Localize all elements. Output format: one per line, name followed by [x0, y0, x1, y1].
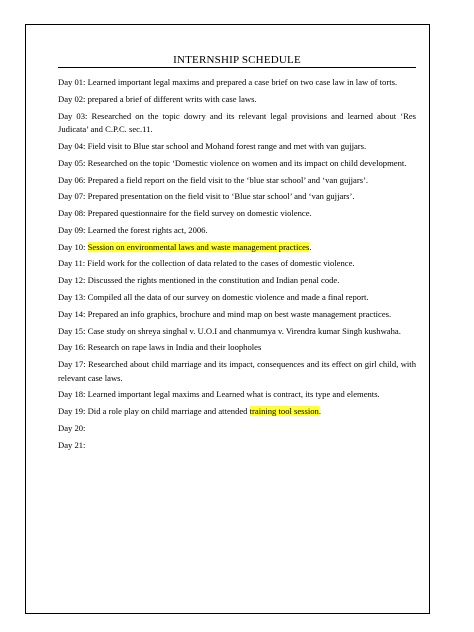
schedule-entry-day-01: Day 01: Learned important legal maxims and prepared a case brief on two case law in law of torts. — [58, 77, 398, 87]
schedule-entry-day-11: Day 11: Field work for the collection of data related to the cases of domestic violence. — [58, 258, 355, 269]
document-title: INTERNSHIP SCHEDULE — [173, 54, 301, 66]
title-underline — [58, 67, 416, 68]
schedule-entry-day-19: Day 19: Did a role play on child marriage and attended training tool session. — [58, 406, 322, 417]
schedule-entry-day-18: Day 18: Learned important legal maxims and Learned what is contract, its type and elements. — [58, 389, 380, 400]
schedule-entry-day-10: Day 10: Session on environmental laws and waste management practices. — [58, 241, 312, 252]
schedule-entry-day-14: Day 14: Prepared an info graphics, brochure and mind map on best waste management practices. — [58, 308, 392, 319]
schedule-entry-day-03: Day 03: Researched on the topic dowry and its relevant legal provisions and learned about ‘Res Judicata’ and C.P.C. sec.11. — [58, 110, 416, 135]
schedule-entry-day-17: Day 17: Researched about child marriage and its impact, consequences and its effect on girl child, with relevant case laws. — [58, 359, 416, 383]
schedule-entry-day-20: Day 20: — [58, 423, 86, 434]
schedule-entry-day-15: Day 15: Case study on shreya singhal v. U.O.I and chanmumya v. Virendra kumar Singh kushwaha. — [58, 325, 401, 336]
schedule-entry-day-12: Day 12: Discussed the rights mentioned in the constitution and Indian penal code. — [58, 275, 340, 286]
schedule-entry-day-02: Day 02: prepared a brief of different writs with case laws. — [58, 93, 257, 104]
schedule-entry-day-06: Day 06: Prepared a field report on the field visit to the ‘blue star school’ and ‘van gujjars’. — [58, 174, 369, 185]
schedule-entry-day-04: Day 04: Field visit to Blue star school and Mohand forest range and met with van gujjars. — [58, 140, 367, 151]
schedule-entry-day-07: Day 07: Prepared presentation on the field visit to ‘Blue star school’ and ‘van gujjars’. — [58, 191, 355, 202]
highlighted-text: Session on environmental laws and waste management practices — [87, 241, 310, 252]
schedule-entry-day-05: Day 05: Researched on the topic ‘Domestic violence on women and its impact on child development. — [58, 157, 407, 168]
schedule-entry-day-16: Day 16: Research on rape laws in India and their loopholes — [58, 342, 262, 353]
highlighted-text: training tool session — [249, 406, 319, 417]
schedule-entry-day-21: Day 21: — [58, 439, 86, 450]
schedule-entry-day-09: Day 09: Learned the forest rights act, 2006. — [58, 224, 208, 235]
schedule-entry-day-08: Day 08: Prepared questionnaire for the field survey on domestic violence. — [58, 208, 312, 219]
schedule-entry-day-13: Day 13: Compiled all the data of our survey on domestic violence and made a final report. — [58, 291, 369, 302]
schedule-list — [58, 76, 416, 456]
